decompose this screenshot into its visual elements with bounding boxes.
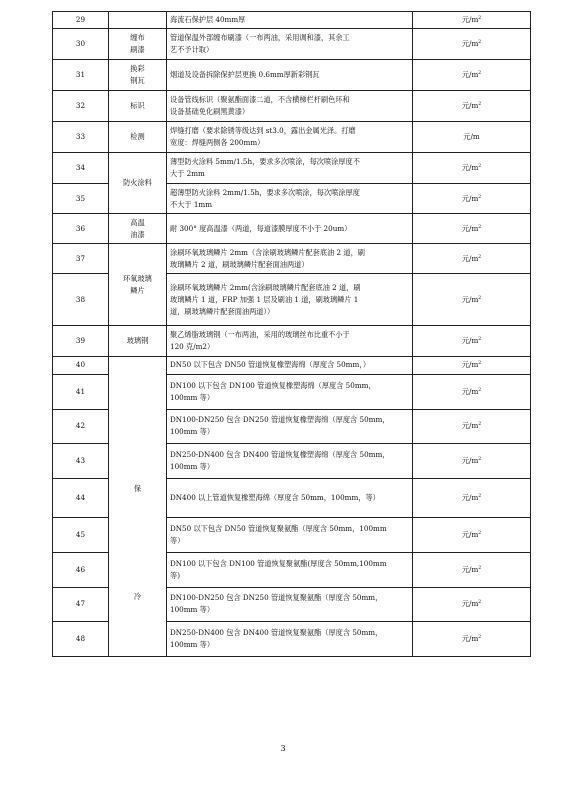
unit-cell [413,214,531,244]
description-cell: DN50 以下包含 DN50 管道恢复橡塑海绵（厚度含 50mm，） [167,357,413,375]
row-number: 39 [53,326,109,357]
unit-cell [413,444,531,479]
description-cell: DN100-DN250 包含 DN250 管道恢复橡塑海绵（厚度含 50mm， 100mm 等） [167,409,413,444]
unit-cell [413,326,531,357]
unit-text: 元/m [461,599,479,609]
description-cell: DN50 以下包含 DN50 管道恢复聚氨酯（厚度含 50mm，100mm 等） [167,518,413,553]
row-number: 41 [53,374,109,409]
unit-text: 元/m [461,564,479,574]
row-number: 29 [53,12,109,29]
unit-cell [413,518,531,553]
unit-text: 元/m [461,336,479,345]
unit-text: 元/m [461,529,479,539]
page-number: 3 [280,744,286,753]
unit-text: 元/m [461,223,479,233]
unit-superscript: 2 [478,194,482,200]
unit-cell [413,622,531,657]
description-cell: 涂刷环氧玻璃鳞片 2mm(含涂刷玻璃鳞片配套底油 2 道，刷 玻璃鳞片 1 道，FRP 加强 1 层及刷油 1 道，刷玻璃鳞片 1 道，刷玻璃鳞片配套面油两道）） [167,274,413,326]
category-cell: 防火涂料 [109,153,167,214]
category-char-top: 保 [133,484,142,493]
unit-superscript: 2 [478,635,482,641]
unit-cell [413,552,531,587]
category-cell: 高温 油漆 [109,214,167,244]
unit-cell [413,374,531,409]
unit-text: 元/m [461,39,479,48]
row-number: 42 [53,409,109,444]
category-char-bottom: 冷 [133,592,142,601]
unit-text: 元/m [461,193,479,203]
unit-superscript: 2 [478,164,482,169]
unit-superscript: 2 [478,337,482,342]
row-number: 31 [53,60,109,91]
row-number: 34 [53,153,109,184]
row-number: 43 [53,444,109,479]
unit-superscript: 2 [478,102,482,107]
category-cell: 玻璃钢 [109,326,167,357]
table-row [53,122,531,153]
description-cell: 涂刷环氧玻璃鳞片 2mm（含涂刷玻璃鳞片配套底油 2 道，刷 玻璃鳞片 2 道，刷玻璃鳞片配套面油两道） [167,244,413,274]
category-cell: 标识 [109,91,167,122]
row-number: 47 [53,587,109,622]
table-row [53,12,531,29]
row-number: 37 [53,244,109,274]
row-number: 44 [53,478,109,517]
unit-cell [413,357,531,375]
description-cell: 超薄型防火涂料 2mm/1.5h，要求多次喷涂，每次喷涂厚度 不大于 1mm [167,184,413,214]
description-cell: DN250-DN400 包含 DN400 管道恢复聚氨酯（厚度含 50mm， 100mm 等） [167,622,413,657]
unit-superscript: 2 [478,387,482,393]
unit-cell [413,12,531,29]
description-cell: DN400 以上管道恢复橡塑海绵（厚度含 50mm，100mm，等） [167,478,413,517]
unit-text: 元/m [461,386,479,396]
description-cell: DN250-DN400 包含 DN400 管道恢复橡塑海绵（厚度含 50mm， 100mm 等） [167,444,413,479]
table-row [53,29,531,60]
description-cell: DN100-DN250 包含 DN250 管道恢复聚氨酯（厚度含 50mm， 100mm 等） [167,587,413,622]
unit-text: 元/m [461,493,479,503]
table-row [53,91,531,122]
pricing-table [52,11,531,657]
description-cell: 焊缝打磨（要求除锈等级达到 st3.0，露出金属光泽。打磨 宽度：焊缝两侧各 200mm） [167,122,413,153]
unit-text: 元/m [461,456,479,466]
unit-text: 元/m [461,294,479,304]
unit-text: 元/m [461,15,479,24]
table-row [53,60,531,91]
unit-cell [413,91,531,122]
row-number: 30 [53,29,109,60]
unit-superscript: 2 [478,530,482,536]
description-cell: 薄型防火涂料 5mm/1.5h，要求多次喷涂，每次喷涂厚度不 大于 2mm [167,153,413,184]
category-cell: 检测 [109,122,167,153]
unit-cell [413,244,531,274]
row-number: 32 [53,91,109,122]
table-row [53,153,531,184]
unit-text: 元/m [461,360,479,370]
category-cell [109,12,167,29]
category-cell-insulation [109,357,167,657]
unit-superscript: 2 [478,600,482,606]
unit-superscript: 2 [478,457,482,463]
unit-text: 元/m [461,421,479,431]
table-row [53,326,531,357]
unit-cell [413,184,531,214]
unit-cell [413,153,531,184]
unit-cell [413,29,531,60]
description-cell: 耐 300° 度高温漆（两道，每道漆膜厚度不小于 20um） [167,214,413,244]
unit-cell [413,478,531,517]
unit-superscript: 2 [478,254,482,260]
row-number: 46 [53,552,109,587]
unit-text: 元/m [461,634,479,644]
category-cell: 换彩 钢瓦 [109,60,167,91]
row-number: 40 [53,357,109,375]
unit-superscript: 2 [478,565,482,571]
row-number: 38 [53,274,109,326]
description-cell: 设备管线标识（聚氨酯面漆二道，不含横梯栏杆刷色环和 设备基础免化刷黑黄漆） [167,91,413,122]
unit-superscript: 2 [478,16,482,21]
unit-superscript: 2 [478,295,482,301]
description-cell: 管道保温外部缠布刷漆（一布两油，采用调和漆，其余工 艺不予计取） [167,29,413,60]
description-cell: 聚乙烯脂玻璃钢（一布两油，采用的玻璃丝布比重不小于 120 克/m2） [167,326,413,357]
row-number: 45 [53,518,109,553]
table-row [53,214,531,244]
category-cell: 环氧玻璃 鳞片 [109,244,167,326]
unit-superscript: 2 [478,224,482,230]
unit-text: 元/m [461,70,479,79]
description-cell: DN100 以下包含 DN100 管道恢复聚氨酯(厚度含 50mm,100mm 等) [167,552,413,587]
unit-superscript: 2 [478,422,482,428]
table-row [53,244,531,274]
unit-cell [413,409,531,444]
row-number: 35 [53,184,109,214]
description-cell: 海流石保护层 40mm厚 [167,12,413,29]
description-cell: 烟道及设备拆除保护层更换 0.6mm厚新彩钢瓦 [167,60,413,91]
unit-superscript: 2 [478,361,482,367]
row-number: 33 [53,122,109,153]
row-number: 36 [53,214,109,244]
row-number: 48 [53,622,109,657]
unit-superscript: 2 [478,71,482,76]
table-row [53,357,531,375]
unit-text: 元/m [461,253,479,263]
unit-cell [413,274,531,326]
unit-text: 元/m [463,132,480,141]
unit-text: 元/m [461,101,479,110]
unit-superscript: 2 [478,40,482,45]
description-cell: DN100 以下包含 DN100 管道恢复橡塑海绵（厚度含 50mm， 100mm 等） [167,374,413,409]
unit-cell [413,122,531,153]
unit-text: 元/m [461,163,479,172]
unit-superscript: 2 [478,494,482,500]
unit-cell [413,587,531,622]
category-cell: 缠布 刷漆 [109,29,167,60]
unit-cell [413,60,531,91]
